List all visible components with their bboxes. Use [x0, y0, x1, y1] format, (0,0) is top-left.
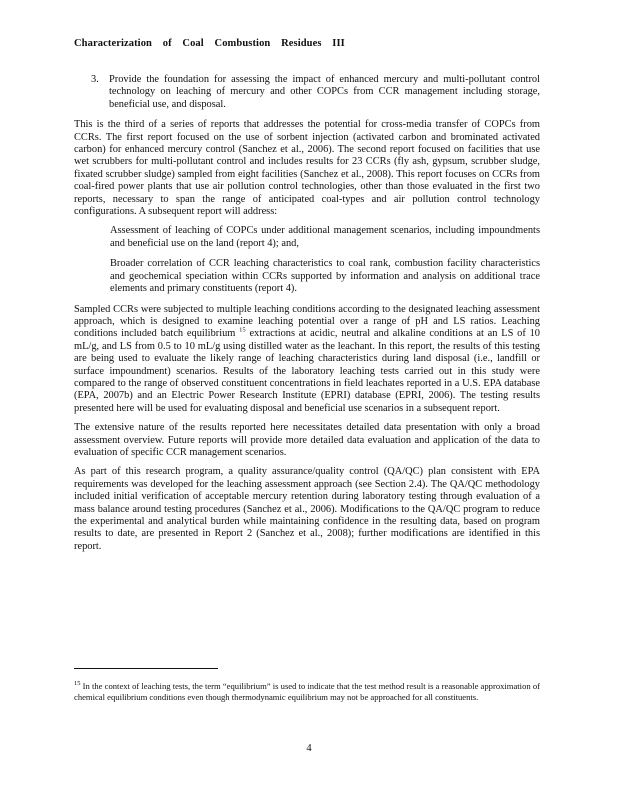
paragraph-leaching-conditions: [74, 304, 540, 416]
list-item-text: Provide the foundation for assessing the impact of enhanced mercury and multi-pollutant control technology on leaching of mercury and other COPCs from CCR management including storage, beneficial use, and disposal.: [109, 74, 540, 110]
numbered-list-item: [91, 74, 540, 111]
paragraph-series-intro: This is the third of a series of reports that addresses the potential for cross-media transfer of COPCs from CCRs. The first report focused on the use of sorbent injection (activated carbon and brominated activated carbon) for enhanced mercury control (Sanchez et al., 2006). The second report focused on facilities that use wet scrubbers for multi-pollutant control and includes results for 23 CCRs (fly ash, gypsum, scrubber sludge, fixated scrubber sludge) sampled from eight facilities (Sanchez et al., 2008). This report focuses on CCRs from coal-fired power plants that use air pollution control technologies, other than those evaluated in the first two reports, necessary to span the range of anticipated coal-types and air pollution control technology configurations. A subsequent report will address:: [74, 119, 540, 218]
body-text: [74, 74, 540, 560]
list-number: 3.: [91, 74, 99, 85]
indented-item-assessment: Assessment of leaching of COPCs under additional management scenarios, including impoundments and beneficial use on the land (report 4); and,: [110, 225, 540, 249]
paragraph-text-part: extractions at acidic, neutral and alkaline conditions at an LS of 10 mL/g, and LS from 0.5 to 10 mL/g using distilled water as the leachant. In this report, the results of this testing are being used to evaluate the likely range of leaching characteristics during land disposal (i.e., landfill or surface impoundment) scenarios. Results of the laboratory leaching tests carried out in this study were compared to the range of observed constituent concentrations in field leachates reported in a U.S. EPA database (EPA, 2007b) and an Electric Power Research Institute (EPRI) database (EPRI, 2006). The testing results presented here will be used for evaluating disposal and beneficial use scenarios in a subsequent report.: [74, 328, 540, 414]
footnote-marker: 15: [74, 680, 81, 688]
paragraph-extensive-nature: The extensive nature of the results reported here necessitates detailed data presentation with only a broad assessment overview. Future reports will provide more detailed data evaluation and application of the data to evaluation of specific CCR management scenarios.: [74, 422, 540, 458]
footnote-text: In the context of leaching tests, the term “equilibrium” is used to indicate that the test method result is a reasonable approximation of chemical equilibrium conditions even though thermodynamic equilibrium may not be approached for all constituents.: [74, 681, 540, 702]
footnote: [74, 681, 540, 703]
footnote-separator: [74, 668, 218, 669]
indented-item-correlation: Broader correlation of CCR leaching characteristics to coal rank, combustion facility characteristics and geochemical speciation within CCRs supported by information and analysis on additional trace elements and primary constituents (report 4).: [110, 258, 540, 295]
paragraph-qaqc: As part of this research program, a quality assurance/quality control (QA/QC) plan consistent with EPA requirements was developed for the leaching assessment approach (see Section 2.4). The QA/QC methodology included initial verification of acceptable mercury retention during laboratory testing through evaluation of a mass balance around testing procedures (Sanchez et al., 2006). Modifications to the QA/QC program to reduce the experimental and analytical burden while maintaining confidence in the resulting data, based on program results to date, are presented in Report 2 (Sanchez et al., 2008); further modifications are identified in this report.: [74, 466, 540, 552]
paragraph-text-part: Sampled CCRs were subjected to multiple leaching conditions according to the designated leaching assessment approach, which is designed to examine leaching potential over a range of pH and LS ratios. Leaching conditions included batch equilibrium: [74, 303, 540, 340]
footnote-reference: 15: [239, 326, 246, 334]
running-header: Characterization of Coal Combustion Residues III: [74, 38, 345, 49]
page-number: 4: [306, 743, 312, 754]
